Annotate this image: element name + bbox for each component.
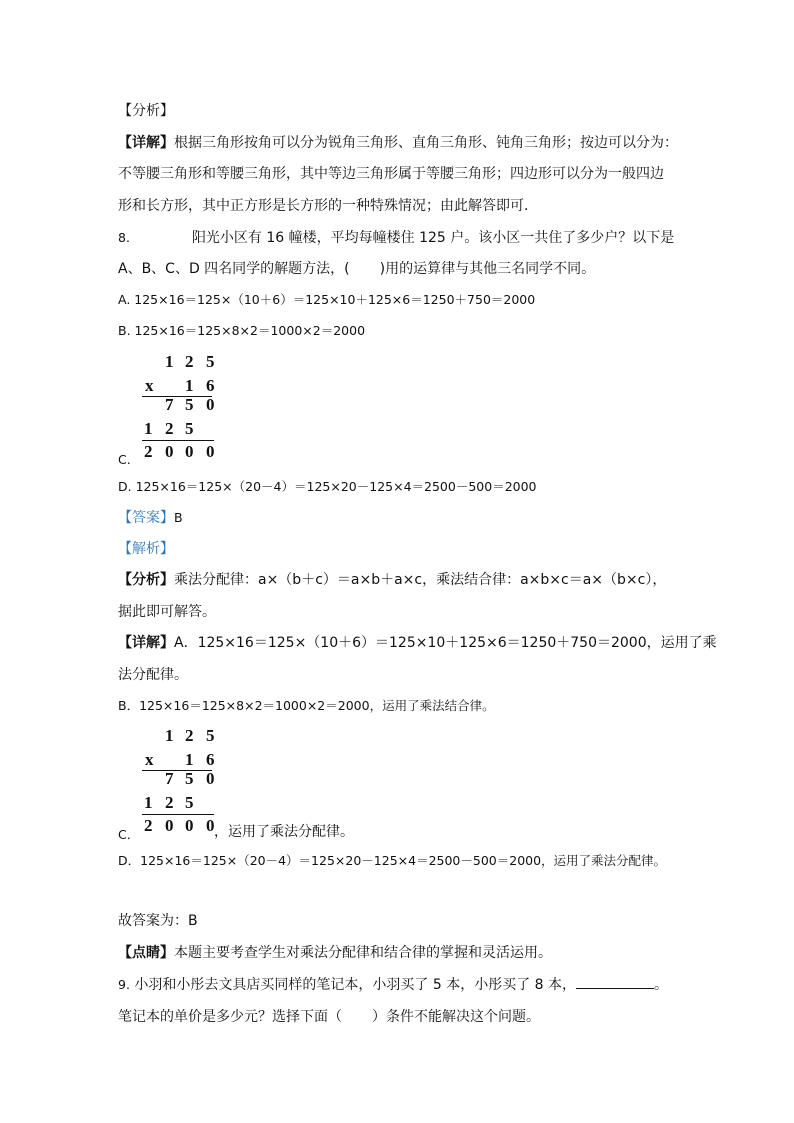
calc-digit: 0 — [185, 816, 194, 835]
q8-stem: 阳光小区有 16 幢楼，平均每幢楼住 125 户。该小区一共住了多少户？以下是 — [191, 230, 675, 246]
calc-digit: 1 — [185, 376, 194, 395]
explain-label: 【解析】 — [118, 541, 174, 557]
calc-digit: 0 — [165, 442, 174, 461]
calc-digit: 2 — [185, 726, 194, 745]
calc-digit: 5 — [185, 395, 194, 414]
vertical-calculation — [142, 353, 214, 463]
analysis-heading: 【分析】 — [118, 103, 174, 119]
calc-digit: 2 — [144, 442, 153, 461]
q9-stem-line — [118, 1008, 540, 1026]
calc-digit: 6 — [206, 750, 215, 769]
comment-label: 【点睛】 — [118, 945, 174, 961]
calc-rule — [142, 396, 212, 397]
calc-digit: 0 — [206, 442, 215, 461]
calc-digit: 1 — [165, 726, 174, 745]
detail-b: B．125×16＝125×8×2＝1000×2＝2000，运用了乘法结合律。 — [118, 698, 495, 713]
q9-stem-line — [118, 976, 668, 994]
q8-stem: )用的运算律与其他三名同学不同。 — [379, 261, 596, 277]
analysis-label: 【分析】 — [118, 572, 174, 588]
calc-digit: 0 — [206, 769, 215, 788]
detail-text: 根据三角形按角可以分为锐角三角形、直角三角形、钝角三角形；按边可以分为： — [174, 135, 678, 151]
calc-digit: 1 — [165, 352, 174, 371]
detail-c-suffix: ，运用了乘法分配律。 — [214, 824, 354, 840]
analysis-line — [118, 571, 666, 589]
calc-digit: 0 — [165, 816, 174, 835]
q8-stem-line — [118, 229, 674, 247]
answer-value: B — [174, 510, 183, 525]
times-sign: x — [145, 750, 154, 769]
detail-label: 【详解】 — [118, 135, 174, 151]
detail-text: A．125×16＝125×（10＋6）＝125×10＋125×6＝1250＋750＝2000，运用了乘 — [174, 635, 717, 651]
detail-line — [118, 634, 717, 652]
q8-option-b: B. 125×16＝125×8×2＝1000×2＝2000 — [118, 323, 366, 338]
calc-digit: 5 — [185, 793, 194, 812]
q8-number: 8. — [118, 230, 130, 245]
detail-d: D．125×16＝125×（20－4）＝125×20－125×4＝2500－500＝2000，运用了乘法分配律。 — [118, 853, 667, 868]
calc-digit: 0 — [206, 816, 215, 835]
detail-label: 【详解】 — [118, 635, 174, 651]
comment-text: 本题主要考查学生对乘法分配律和结合律的掌握和灵活运用。 — [174, 945, 552, 961]
calc-digit: 5 — [206, 726, 215, 745]
calc-digit: 5 — [206, 352, 215, 371]
calc-digit: 1 — [144, 793, 153, 812]
calc-digit: 1 — [185, 750, 194, 769]
answer-line — [118, 509, 183, 527]
conclusion: 故答案为：B — [118, 913, 198, 929]
vertical-calculation — [142, 727, 214, 837]
analysis-line: 据此即可解答。 — [118, 604, 216, 620]
calc-rule — [142, 440, 214, 441]
detail-line: 不等腰三角形和等腰三角形，其中等边三角形属于等腰三角形；四边形可以分为一般四边 — [118, 166, 664, 182]
q9-stem-end: 。 — [654, 977, 669, 993]
analysis-text: 乘法分配律：a×（b＋c）＝a×b＋a×c，乘法结合律：a×b×c＝a×（b×c）， — [174, 572, 667, 588]
calc-digit: 2 — [185, 352, 194, 371]
q8-option-c-label: C. — [118, 452, 131, 467]
calc-digit: 5 — [185, 419, 194, 438]
answer-blank — [576, 976, 654, 989]
detail-c-label: C． — [118, 827, 140, 842]
q8-stem-line — [118, 260, 595, 278]
times-sign: x — [145, 376, 154, 395]
calc-digit: 7 — [165, 395, 174, 414]
comment-line — [118, 944, 552, 962]
calc-digit: 5 — [185, 769, 194, 788]
answer-label: 【答案】 — [118, 510, 174, 526]
q9-stem: 小羽和小彤去文具店买同样的笔记本，小羽买了 5 本，小彤买了 8 本， — [134, 977, 577, 993]
calc-digit: 6 — [206, 376, 215, 395]
detail-line: 形和长方形，其中正方形是长方形的一种特殊情况；由此解答即可． — [118, 198, 538, 214]
q8-option-d: D. 125×16＝125×（20－4）＝125×20－125×4＝2500－500＝2000 — [118, 479, 537, 494]
calc-digit: 2 — [165, 793, 174, 812]
q8-stem: A、B、C、D 四名同学的解题方法，( — [118, 261, 350, 277]
calc-digit: 1 — [144, 419, 153, 438]
q8-option-a: A. 125×16＝125×（10＋6）＝125×10＋125×6＝1250＋750＝2000 — [118, 292, 536, 307]
q9-stem: 笔记本的单价是多少元？选择下面（ — [118, 1009, 342, 1025]
calc-rule — [142, 770, 212, 771]
calc-digit: 0 — [206, 395, 215, 414]
calc-rule — [142, 814, 214, 815]
calc-digit: 2 — [165, 419, 174, 438]
calc-digit: 7 — [165, 769, 174, 788]
calc-digit: 2 — [144, 816, 153, 835]
q9-stem: ）条件不能解决这个问题。 — [372, 1009, 540, 1025]
detail-paragraph-line — [118, 134, 678, 152]
detail-line: 法分配律。 — [118, 667, 188, 683]
q9-number: 9. — [118, 977, 130, 992]
calc-digit: 0 — [185, 442, 194, 461]
